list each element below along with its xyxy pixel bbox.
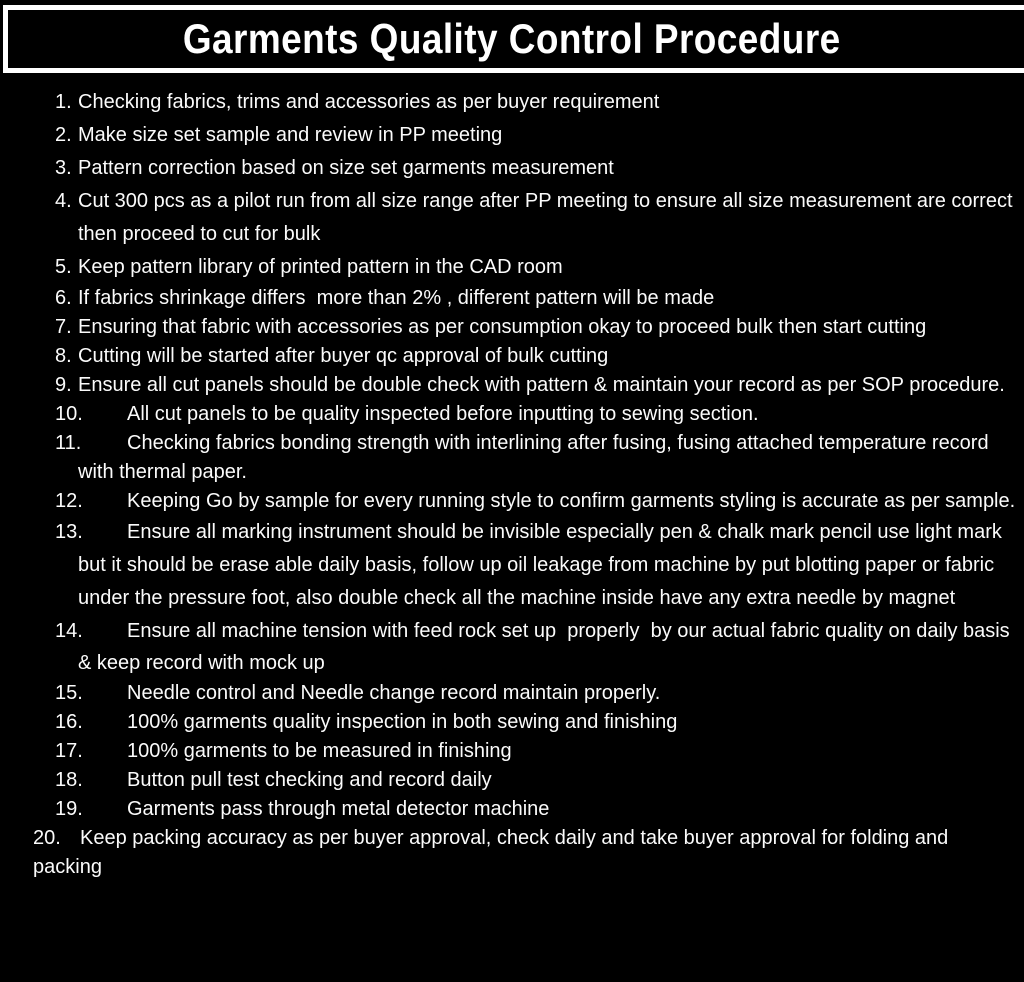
item-number: 1.	[55, 91, 72, 113]
item-number: 18.	[55, 769, 83, 791]
item-text: Make size set sample and review in PP meeting	[78, 124, 503, 146]
item-number: 19.	[55, 798, 83, 820]
item-number: 8.	[55, 345, 72, 367]
page-title: Garments Quality Control Procedure	[183, 15, 841, 62]
list-item	[0, 766, 1020, 795]
item-number: 11.	[55, 432, 82, 454]
item-number: 9.	[55, 374, 72, 396]
list-item	[0, 679, 1020, 708]
item-text: Needle control and Needle change record maintain properly.	[127, 682, 661, 704]
list-item	[0, 284, 1020, 313]
item-number: 10.	[55, 403, 83, 425]
list-item	[0, 615, 1020, 679]
item-text: Checking fabrics bonding strength with interlining after fusing, fusing attached temperature record with thermal paper.	[78, 432, 995, 483]
item-text: Ensuring that fabric with accessories as per consumption okay to proceed bulk then start cutting	[78, 316, 927, 338]
item-number: 15.	[55, 682, 83, 704]
item-text: Ensure all cut panels should be double check with pattern & maintain your record as per SOP procedure.	[78, 374, 1005, 396]
item-text: Keep pattern library of printed pattern in the CAD room	[78, 256, 563, 278]
item-text: 100% garments quality inspection in both sewing and finishing	[127, 711, 678, 733]
item-text: Garments pass through metal detector machine	[127, 798, 550, 820]
item-text: If fabrics shrinkage differs more than 2% , different pattern will be made	[78, 287, 715, 309]
list-item	[0, 185, 1020, 251]
item-text: Pattern correction based on size set garments measurement	[78, 157, 614, 179]
list-item	[0, 313, 1020, 342]
list-item	[0, 516, 1020, 615]
list-item	[0, 487, 1020, 516]
item-text: Checking fabrics, trims and accessories as per buyer requirement	[78, 91, 660, 113]
item-text: Ensure all machine tension with feed rock set up properly by our actual fabric quality on daily basis & keep record with mock up	[78, 620, 1016, 674]
item-number: 7.	[55, 316, 72, 338]
item-text: Cut 300 pcs as a pilot run from all size range after PP meeting to ensure all size measurement are correct then proceed to cut for bulk	[78, 190, 1019, 245]
item-text: Button pull test checking and record daily	[127, 769, 492, 791]
list-item	[0, 795, 1020, 824]
list-item	[0, 824, 1020, 882]
list-item	[0, 400, 1020, 429]
list-item	[0, 251, 1020, 284]
item-number: 14.	[55, 620, 83, 642]
title-box	[3, 5, 1024, 73]
item-number: 4.	[55, 190, 72, 212]
list-item	[0, 86, 1020, 119]
item-text: Ensure all marking instrument should be invisible especially pen & chalk mark pencil use light mark but it should be erase able daily basis, follow up oil leakage from machine by put blotting paper or fabric under the pressure foot, also double check all the machine inside have any extra needle by magnet	[78, 521, 1008, 609]
item-text: Cutting will be started after buyer qc approval of bulk cutting	[78, 345, 609, 367]
item-text: Keep packing accuracy as per buyer approval, check daily and take buyer approval for folding and packing	[33, 827, 954, 878]
item-text: 100% garments to be measured in finishing	[127, 740, 512, 762]
list-item	[0, 737, 1020, 766]
list-item	[0, 371, 1020, 400]
item-text: Keeping Go by sample for every running style to confirm garments styling is accurate as per sample.	[127, 490, 1016, 512]
item-number: 2.	[55, 124, 72, 146]
list-item	[0, 342, 1020, 371]
item-number: 13.	[55, 521, 83, 543]
item-number: 16.	[55, 711, 83, 733]
procedure-list	[0, 86, 1020, 882]
item-number: 6.	[55, 287, 72, 309]
list-item	[0, 119, 1020, 152]
list-item	[0, 429, 1020, 487]
item-number: 3.	[55, 157, 72, 179]
item-text: All cut panels to be quality inspected before inputting to sewing section.	[127, 403, 759, 425]
list-item	[0, 708, 1020, 737]
item-number: 20.	[33, 827, 61, 849]
item-number: 12.	[55, 490, 83, 512]
item-number: 17.	[55, 740, 83, 762]
item-number: 5.	[55, 256, 72, 278]
list-item	[0, 152, 1020, 185]
